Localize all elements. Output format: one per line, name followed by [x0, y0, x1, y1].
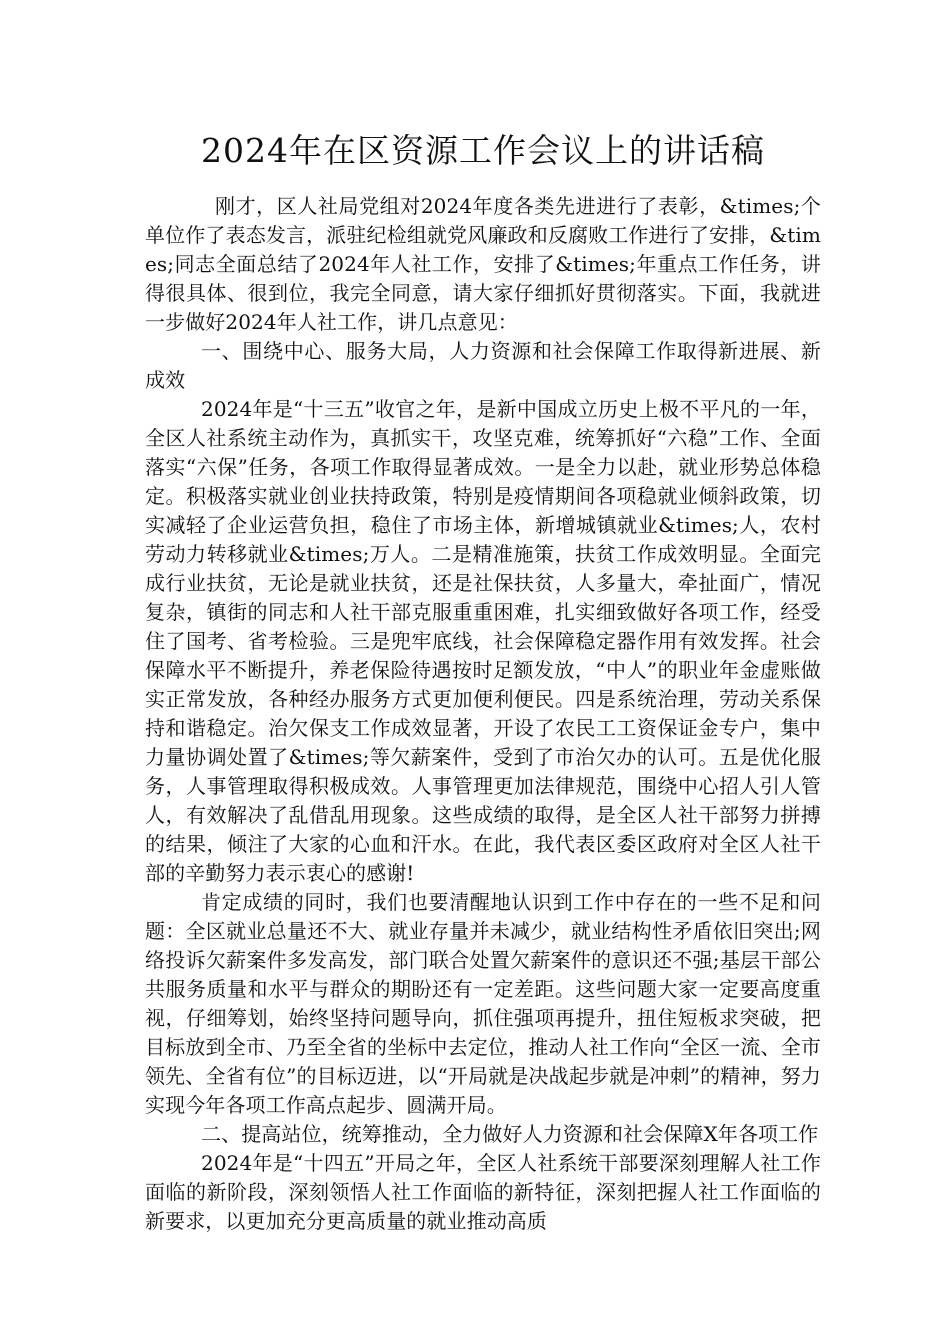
achievements-paragraph: 2024年是“十三五”收官之年，是新中国成立历史上极不平凡的一年，全区人社系统主动作为，真抓实干，攻坚克难，统筹抓好“六稳”工作、全面落实“六保”任务，各项工作取得显著成效。一是全力以赴，就业形势总体稳定。积极落实就业创业扶持政策，特别是疫情期间各项稳就业倾斜政策，切实减轻了企业运营负担，稳住了市场主体，新增城镇就业&times;人，农村劳动力转移就业&times;万人。二是精准施策，扶贫工作成效明显。全面完成行业扶贫，无论是就业扶贫，还是社保扶贫，人多量大，牵扯面广，情况复杂，镇街的同志和人社干部克服重重困难，扎实细致做好各项工作，经受住了国考、省考检验。三是兜牢底线，社会保障稳定器作用有效发挥。社会保障水平不断提升，养老保险待遇按时足额发放，“中人”的职业年金虚账做实正常发放，各种经办服务方式更加便利便民。四是系统治理，劳动关系保持和谐稳定。治欠保支工作成效显著，开设了农民工工资保证金专户，集中力量协调处置了&times;等欠薪案件，受到了市治欠办的认可。五是优化服务，人事管理取得积极成效。人事管理更加法律规范，围绕中心招人引人管人，有效解决了乱借乱用现象。这些成绩的取得，是全区人社干部努力拼搏的结果，倾注了大家的心血和汗水。在此，我代表区委区政府对全区人社干部的辛勤努力表示衷心的感谢!	[145, 397, 821, 885]
opening-paragraph: 刚才，区人社局党组对2024年度各类先进进行了表彰，&times;个单位作了表态发言，派驻纪检组就党风廉政和反腐败工作进行了安排，&times;同志全面总结了2024年人社工作，安排了&times;年重点工作任务，讲得很具体、很到位，我完全同意，请大家仔细抓好贯彻落实。下面，我就进一步做好2024年人社工作，讲几点意见：	[145, 194, 821, 334]
problems-paragraph: 肯定成绩的同时，我们也要清醒地认识到工作中存在的一些不足和问题：全区就业总量还不大、就业存量并未减少，就业结构性矛盾依旧突出;网络投诉欠薪案件多发高发，部门联合处置欠薪案件的意识还不强;基层干部公共服务质量和水平与群众的期盼还有一定差距。这些问题大家一定要高度重视，仔细筹划，始终坚持问题导向，抓住强项再提升，扭住短板求突破，把目标放到全市、乃至全省的坐标中去定位，推动人社工作向“全区一流、全市领先、全省有位”的目标迈进，以“开局就是决战起步就是冲刺”的精神，努力实现今年各项工作高点起步、圆满开局。	[145, 890, 821, 1117]
section-heading-1: 一、围绕中心、服务大局，人力资源和社会保障工作取得新进展、新成效	[145, 339, 821, 392]
plan-paragraph: 2024年是“十四五”开局之年，全区人社系统干部要深刻理解人社工作面临的新阶段，深刻领悟人社工作面临的新特征，深刻把握人社工作面临的新要求，以更加充分更高质量的就业推动高质	[145, 1151, 821, 1233]
section-heading-2: 二、提高站位，统筹推动，全力做好人力资源和社会保障X年各项工作	[201, 1122, 819, 1146]
document-page	[145, 128, 821, 1236]
document-title: 2024年在区资源工作会议上的讲话稿	[201, 131, 765, 170]
